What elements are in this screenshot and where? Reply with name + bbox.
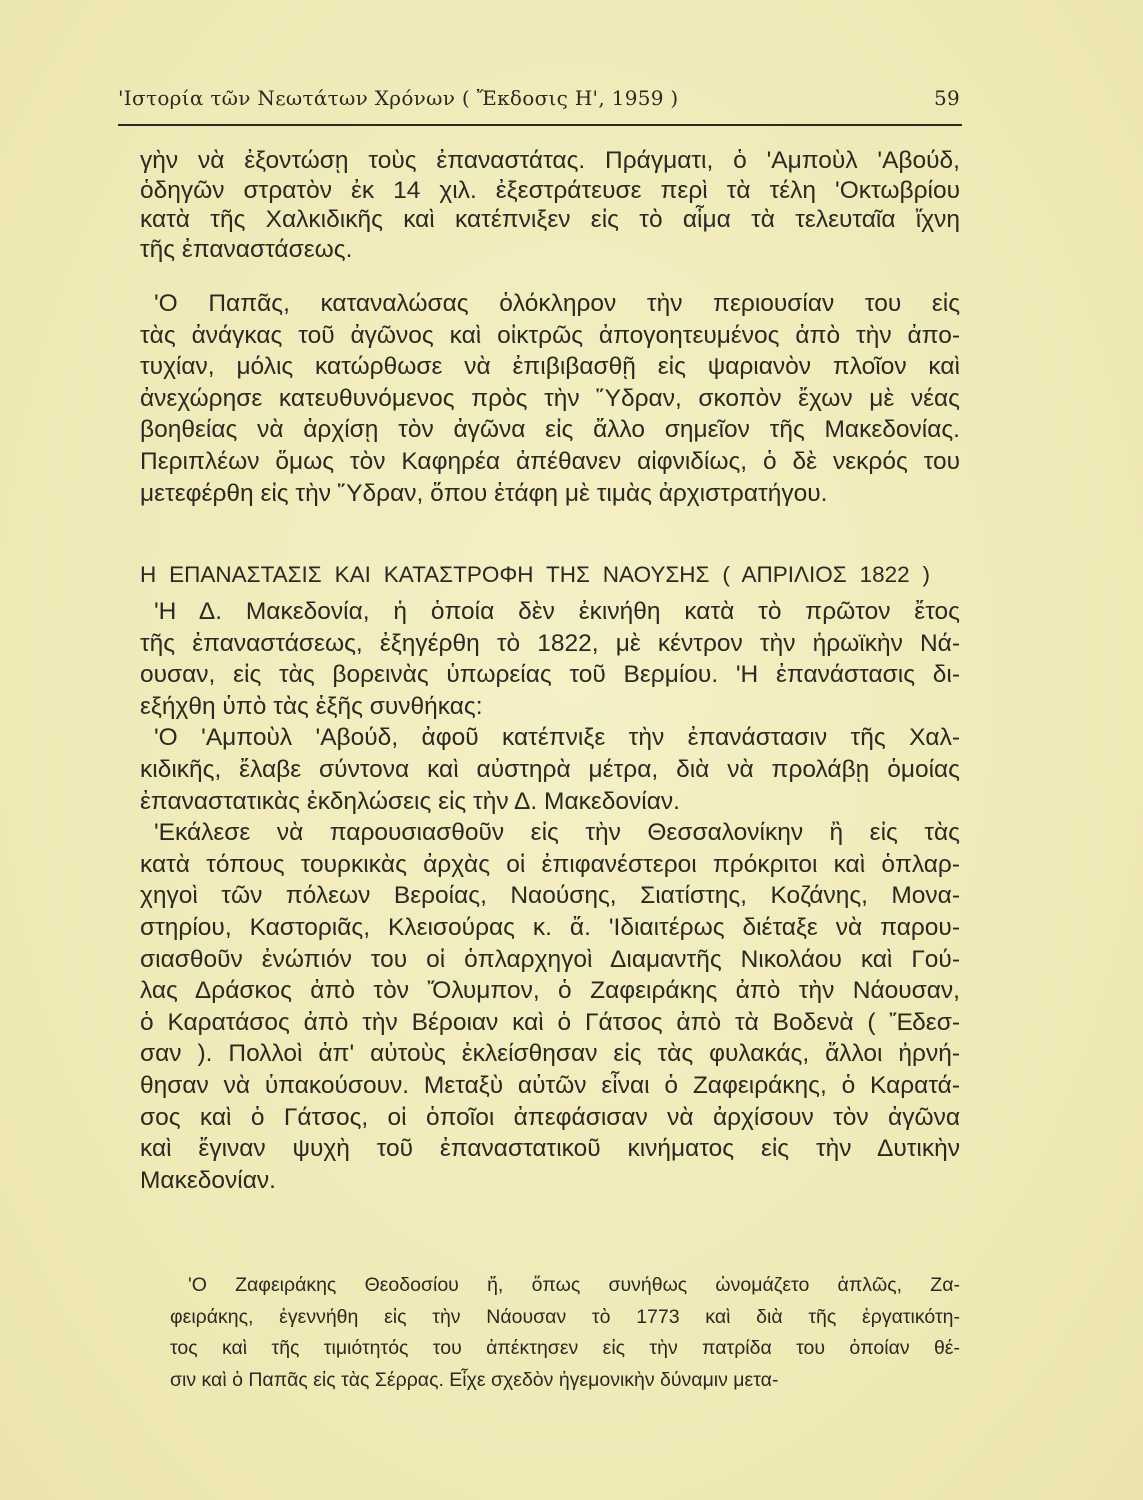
footnote [170,1270,960,1396]
text-line: 'Εκάλεσε νὰ παρουσιασθοῦν εἰς τὴν Θεσσαλονίκην ἢ εἰς τὰς [154,819,960,847]
text-line: σαν ). Πολλοὶ ἀπ' αὐτοὺς ἐκλείσθησαν εἰς τὰς φυλακάς, ἄλλοι ἠρνή- [140,1040,960,1068]
text-line: 'Ο Παπᾶς, καταναλώσας ὁλόκληρον τὴν περιουσίαν του εἰς [154,290,960,317]
text-line: λας Δράσκος ἀπὸ τὸν Ὄλυμπον, ὁ Ζαφειράκης ἀπὸ τὴν Νάουσαν, [140,977,960,1005]
text-line: τος καὶ τῆς τιμιότητός του ἀπέκτησεν εἰς τὴν πατρίδα του ὁποίαν θέ- [170,1337,960,1360]
text-line: κατὰ τόπους τουρκικὰς ἀρχὰς οἱ ἐπιφανέστεροι πρόκριτοι καὶ ὁπλαρ- [140,850,960,878]
text-line: εξήχθη ὑπὸ τὰς ἑξῆς συνθήκας: [140,692,483,720]
header-rule-right [720,124,962,126]
text-line: 'Ο 'Αμποὺλ 'Αβούδ, ἀφοῦ κατέπνιξε τὴν ἐπανάστασιν τῆς Χαλ- [154,724,960,752]
text-line: κατὰ τῆς Χαλκιδικῆς καὶ κατέπνιξεν εἰς τὸ αἷμα τὰ τελευταῖα ἴχνη [140,206,960,233]
text-line: στηρίου, Καστοριᾶς, Κλεισούρας κ. ἄ. 'Ιδιαιτέρως διέταξε νὰ παρου- [140,913,960,941]
running-head [118,86,962,110]
text-line: χηγοὶ τῶν πόλεων Βεροίας, Ναούσης, Σιατίστης, Κοζάνης, Μονα- [140,882,960,910]
text-line: καὶ ἔγιναν ψυχὴ τοῦ ἐπαναστατικοῦ κινήματος εἰς τὴν Δυτικὴν [140,1135,960,1163]
text-line: ἐπαναστατικὰς ἐκδηλώσεις εἰς τὴν Δ. Μακεδονίαν. [140,787,680,815]
text-line: κιδικῆς, ἔλαβε σύντονα καὶ αὐστηρὰ μέτρα, διὰ νὰ προλάβῃ ὁμοίας [140,755,960,783]
paragraph-5 [140,817,960,1196]
page-number: 59 [933,86,960,110]
text-line: σος καὶ ὁ Γάτσος, οἱ ὁποῖοι ἀπεφάσισαν νὰ ἀρχίσουν τὸν ἀγῶνα [140,1103,960,1131]
text-line: τὰς ἀνάγκας τοῦ ἀγῶνος καὶ οἰκτρῶς ἀπογοητευμένος ἀπὸ τὴν ἀπο- [140,321,960,349]
text-line: τῆς ἐπαναστάσεως, ἐξηγέρθη τὸ 1822, μὲ κέντρον τὴν ἡρωϊκὴν Νά- [140,629,960,657]
text-line: ὁ Καρατάσος ἀπὸ τὴν Βέροιαν καὶ ὁ Γάτσος ἀπὸ τὰ Βοδενὰ ( Ἔδεσ- [140,1008,960,1036]
section-heading: Η ΕΠΑΝΑΣΤΑΣΙΣ ΚΑΙ ΚΑΤΑΣΤΡΟΦΗ ΤΗΣ ΝΑΟΥΣΗΣ ( ΑΠΡΙΛΙΟΣ 1822 ) [140,562,930,587]
text-line: γὴν νὰ ἐξοντώσῃ τοὺς ἐπαναστάτας. Πράγματι, ὁ 'Αμποὺλ 'Αβούδ, [140,147,960,174]
text-line: Μακεδονίαν. [140,1166,276,1194]
text-line: τῆς ἐπαναστάσεως. [140,235,353,263]
text-line: φειράκης, ἐγεννήθη εἰς τὴν Νάουσαν τὸ 1773 καὶ διὰ τῆς ἐργατικότη- [170,1305,960,1328]
paragraph-4 [140,722,960,817]
text-line: βοηθείας νὰ ἀρχίσῃ τὸν ἀγῶνα εἰς ἄλλο σημεῖον τῆς Μακεδονίας. [140,416,960,444]
paragraph-3 [140,596,960,722]
text-line: θησαν νὰ ὑπακούσουν. Μεταξὺ αὐτῶν εἶναι ὁ Ζαφειράκης, ὁ Καρατά- [140,1071,960,1099]
text-line: ουσαν, εἰς τὰς βορεινὰς ὑπωρείας τοῦ Βερμίου. 'Η ἐπανάστασις δι- [140,661,960,689]
text-line: σιν καὶ ὁ Παπᾶς εἰς τὰς Σέρρας. Εἶχε σχεδὸν ἡγεμονικὴν δύναμιν μετα- [170,1368,779,1391]
paragraph-2 [140,288,960,509]
text-line: 'Η Δ. Μακεδονία, ἡ ὁποία δὲν ἐκινήθη κατὰ τὸ πρῶτον ἔτος [154,598,960,625]
text-line: ὁδηγῶν στρατὸν ἐκ 14 χιλ. ἐξεστράτευσε περὶ τὰ τέλη 'Οκτωβρίου [140,176,960,204]
text-line: σιασθοῦν ἐνώπιόν του οἱ ὁπλαρχηγοὶ Διαμαντῆς Νικολάου καὶ Γού- [140,945,960,973]
text-line: ἀνεχώρησε κατευθυνόμενος πρὸς τὴν Ὕδραν, σκοπὸν ἔχων μὲ νέας [140,384,960,412]
section-body [140,596,960,1196]
text-line: τυχίαν, μόλις κατώρθωσε νὰ ἐπιβιβασθῇ εἰς ψαριανὸν πλοῖον καὶ [140,353,960,381]
text-line: μετεφέρθη εἰς τὴν Ὕδραν, ὅπου ἐτάφη μὲ τιμὰς ἀρχιστρατήγου. [140,479,828,507]
running-title: 'Ιστορία τῶν Νεωτάτων Χρόνων ( Ἔκδοσις Η', 1959 ) [118,86,679,110]
text-line: Περιπλέων ὅμως τὸν Καφηρέα ἀπέθανεν αἰφνιδίως, ὁ δὲ νεκρός του [140,447,960,475]
paragraph-1 [140,146,960,264]
text-line: 'Ο Ζαφειράκης Θεοδοσίου ἤ, ὅπως συνήθως ὠνομάζετο ἁπλῶς, Ζα- [188,1274,960,1296]
header-rule-left [118,124,722,126]
